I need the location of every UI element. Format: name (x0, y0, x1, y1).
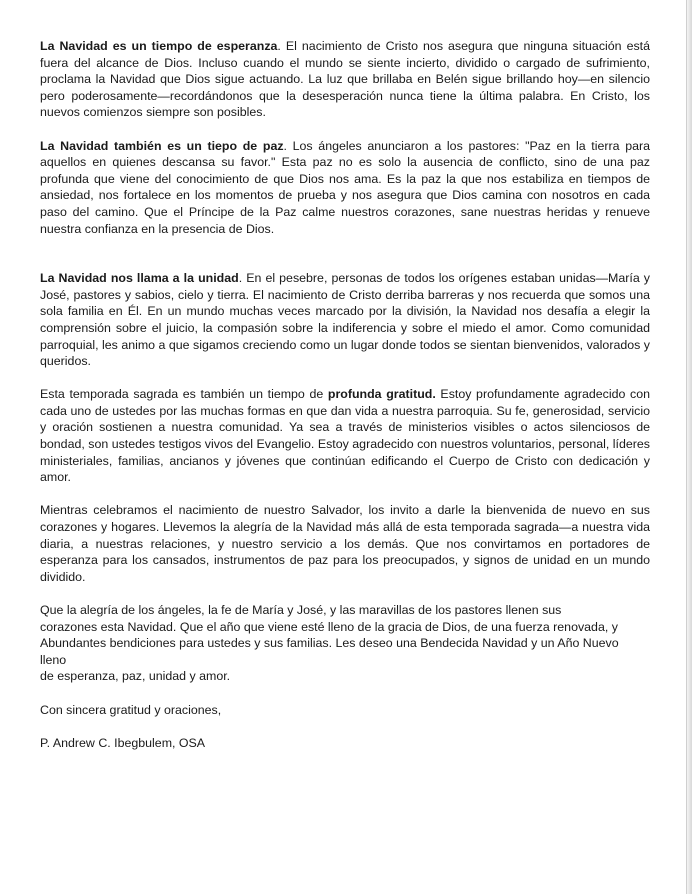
paragraph-peace-text: . Los ángeles anunciaron a los pastores: "Paz en la tierra para aquellos en quienes descansa su favor." Esta paz no es solo la ausencia de conflicto, sino de una paz profunda que viene del conocimiento de que Dios nos ama. Es la paz la que nos estabiliza en tiempos de ansiedad, nos fortalece en los momentos de prueba y nos asegura que Dios camina con nosotros en cada paso del camino. Que el Príncipe de la Paz calme nuestros corazones, sane nuestras heridas y renueve nuestra confianza en la presencia de Dios. (40, 138, 650, 236)
paragraph-gratitude-after: Estoy profundamente agradecido con cada uno de ustedes por las muchas formas en que dan vida a nuestra parroquia. Su fe, generosidad, servicio y oración sostienen a nuestra comunidad. Ya sea a través de ministerios visibles o actos silenciosos de bondad, son ustedes testigos vivos del Evangelio. Estoy agradecido con nuestros voluntarios, personal, líderes ministeriales, familias, ancianos y jóvenes que continúan edificando el Cuerpo de Cristo con dedicación y amor. (40, 387, 650, 485)
letter-body (40, 38, 650, 768)
paragraph-unity (40, 270, 650, 370)
paragraph-peace (40, 138, 650, 238)
paragraph-unity-text: . En el pesebre, personas de todos los orígenes estaban unidas—María y José, pastores y sabios, cielo y tierra. El nacimiento de Cristo derriba barreras y nos recuerda que somos una sola familia en Él. En un mundo muchas veces marcado por la división, la Navidad nos desafía a elegir la comprensión sobre el juicio, la compasión sobre la indiferencia y sobre el miedo el amor. Como comunidad parroquial, les animo a que sigamos creciendo como un lugar donde todos se sientan bienvenidos, valorados y queridos. (40, 271, 650, 369)
paragraph-gratitude-bold: profunda gratitud. (327, 387, 436, 402)
paragraph-gratitude (40, 386, 650, 486)
blessing-line: de esperanza, paz, unidad y amor. (40, 669, 231, 684)
paragraph-gratitude-before: Esta temporada sagrada es también un tiempo de (40, 387, 328, 402)
paragraph-unity-lead: La Navidad nos llama a la unidad (40, 271, 239, 286)
blessing-line: corazones esta Navidad. Que el año que viene esté lleno de la gracia de Dios, de una fuerza renovada, y (40, 619, 618, 634)
blessing-line: lleno (40, 652, 67, 667)
paragraph-hope-lead: La Navidad es un tiempo de esperanza (40, 39, 278, 53)
paragraph-hope-text: . El nacimiento de Cristo nos asegura que ninguna situación está fuera del alcance de Dios. Incluso cuando el mundo se siente incierto, dividido o cargado de sufrimiento, proclama la Navidad que Dios sigue actuando. La luz que brillaba en Belén sigue brillando hoy—en silencio pero poderosamente—recordándonos que la desesperación nunca tiene la última palabra. En Cristo, los nuevos comienzos siempre son posibles. (40, 39, 651, 120)
paragraph-celebration-text: Mientras celebramos el nacimiento de nuestro Salvador, los invito a darle la bienvenida de nuevo en sus corazones y hogares. Llevemos la alegría de la Navidad más allá de esta temporada sagrada—a nuestra vida diaria, a nuestras relaciones, y nuestro servicio a los demás. Que nos convirtamos en portadores de esperanza para los cansados, instrumentos de paz para los preocupados, y signos de unidad en un mundo dividido. (40, 503, 650, 584)
paragraph-celebration (40, 502, 650, 585)
blessing-line: Abundantes bendiciones para ustedes y sus familias. Les deseo una Bendecida Navidad y un Año Nuevo (40, 636, 619, 651)
blessing-line: Que la alegría de los ángeles, la fe de María y José, y las maravillas de los pastores llenen sus (40, 603, 562, 617)
closing-line: Con sincera gratitud y oraciones, (40, 702, 222, 717)
paragraph-peace-lead: La Navidad también es un tiepo de paz (40, 138, 284, 153)
signature: P. Andrew C. Ibegbulem, OSA (40, 735, 206, 750)
page-edge (686, 0, 692, 894)
paragraph-blessing (40, 602, 650, 685)
paragraph-hope (40, 38, 650, 121)
